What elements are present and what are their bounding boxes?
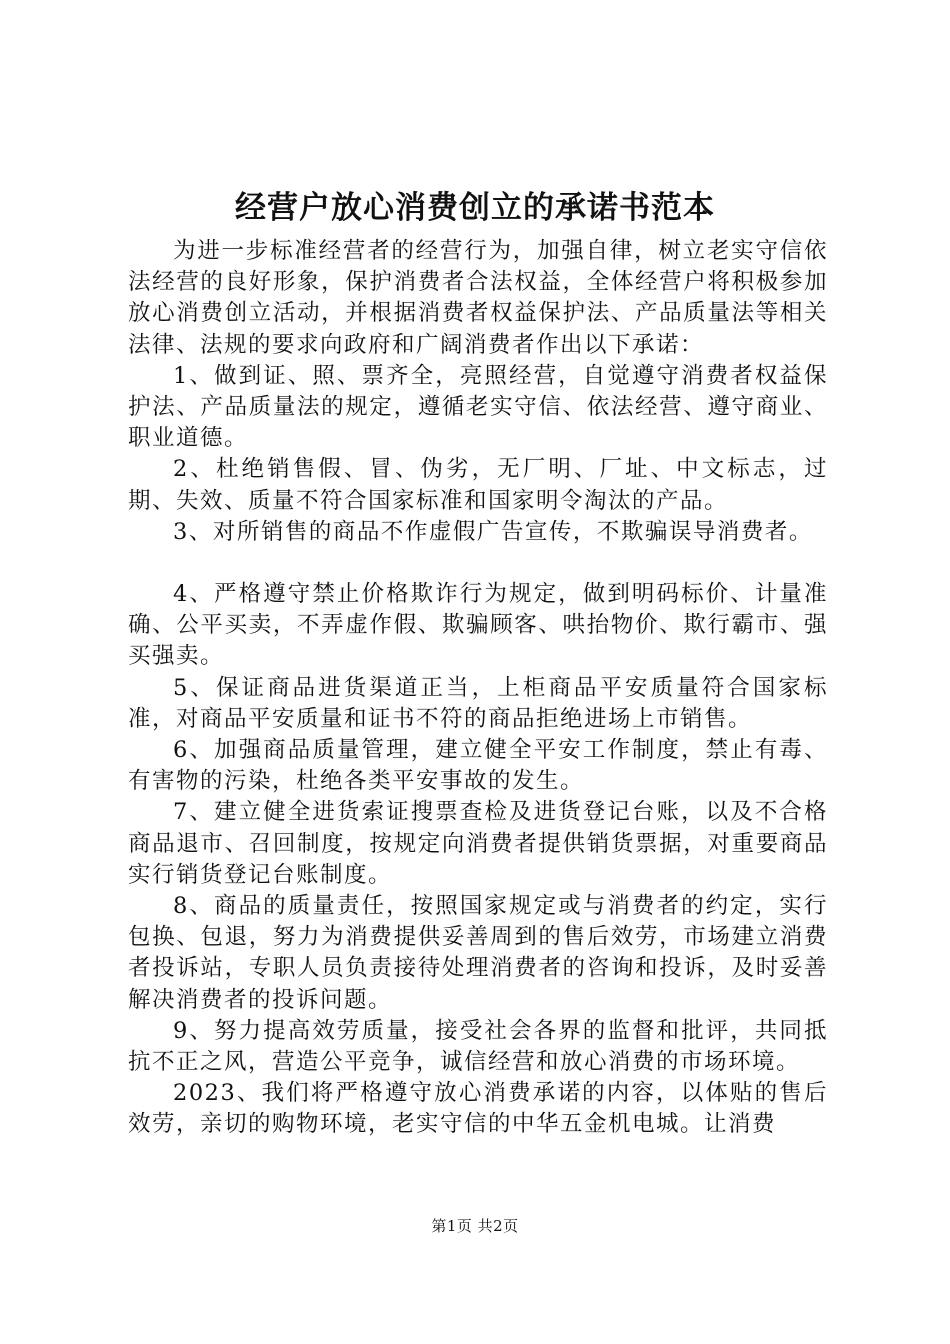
intro-paragraph: 为进一步标准经营者的经营行为，加强自律，树立老实守信依法经营的良好形象，保护消费者合法权益，全体经营户将积极参加放心消费创立活动，并根据消费者权益保护法、产品质量法等相关法律、法规的要求向政府和广阔消费者作出以下承诺： <box>128 238 828 358</box>
commitment-item-8: 8、商品的质量责任，按照国家规定或与消费者的约定，实行包换、包退，努力为消费提供妥善周到的售后效劳，市场建立消费者投诉站，专职人员负责接待处理消费者的咨询和投诉，及时妥善解决消费者的投诉问题。 <box>128 893 828 1013</box>
blank-line <box>128 548 828 579</box>
commitment-item-9: 9、努力提高效劳质量，接受社会各界的监督和批评，共同抵抗不正之风，营造公平竞争，诚信经营和放心消费的市场环境。 <box>128 1017 828 1076</box>
commitment-item-1: 1、做到证、照、票齐全，亮照经营，自觉遵守消费者权益保护法、产品质量法的规定，遵循老实守信、依法经营、遵守商业、职业道德。 <box>128 362 828 452</box>
commitment-item-2: 2、杜绝销售假、冒、伪劣，无厂明、厂址、中文标志，过期、失效、质量不符合国家标准和国家明令淘汰的产品。 <box>128 456 828 514</box>
commitment-item-3: 3、对所销售的商品不作虚假广告宣传，不欺骗误导消费者。 <box>173 518 813 545</box>
commitment-item-6: 6、加强商品质量管理，建立健全平安工作制度，禁止有毒、有害物的污染，杜绝各类平安事故的发生。 <box>128 737 828 795</box>
commitment-item-5: 5、保证商品进货渠道正当，上柜商品平安质量符合国家标准，对商品平安质量和证书不符的商品拒绝进场上市销售。 <box>128 674 828 732</box>
page-footer: 第1页 共2页 <box>431 1217 519 1235</box>
commitment-item-7: 7、建立健全进货索证搜票查检及进货登记台账，以及不合格商品退市、召回制度，按规定向消费者提供销货票据，对重要商品实行销货登记台账制度。 <box>128 799 828 888</box>
closing-paragraph: 2023、我们将严格遵守放心消费承诺的内容，以体贴的售后效劳，亲切的购物环境，老实守信的中华五金机电城。让消费 <box>128 1080 828 1138</box>
commitment-item-4: 4、严格遵守禁止价格欺诈行为规定，做到明码标价、计量准确、公平买卖，不弄虚作假、欺骗顾客、哄抬物价、欺行霸市、强买强卖。 <box>128 581 828 670</box>
document-title: 经营户放心消费创立的承诺书范本 <box>235 190 715 226</box>
document-body <box>128 236 828 1141</box>
